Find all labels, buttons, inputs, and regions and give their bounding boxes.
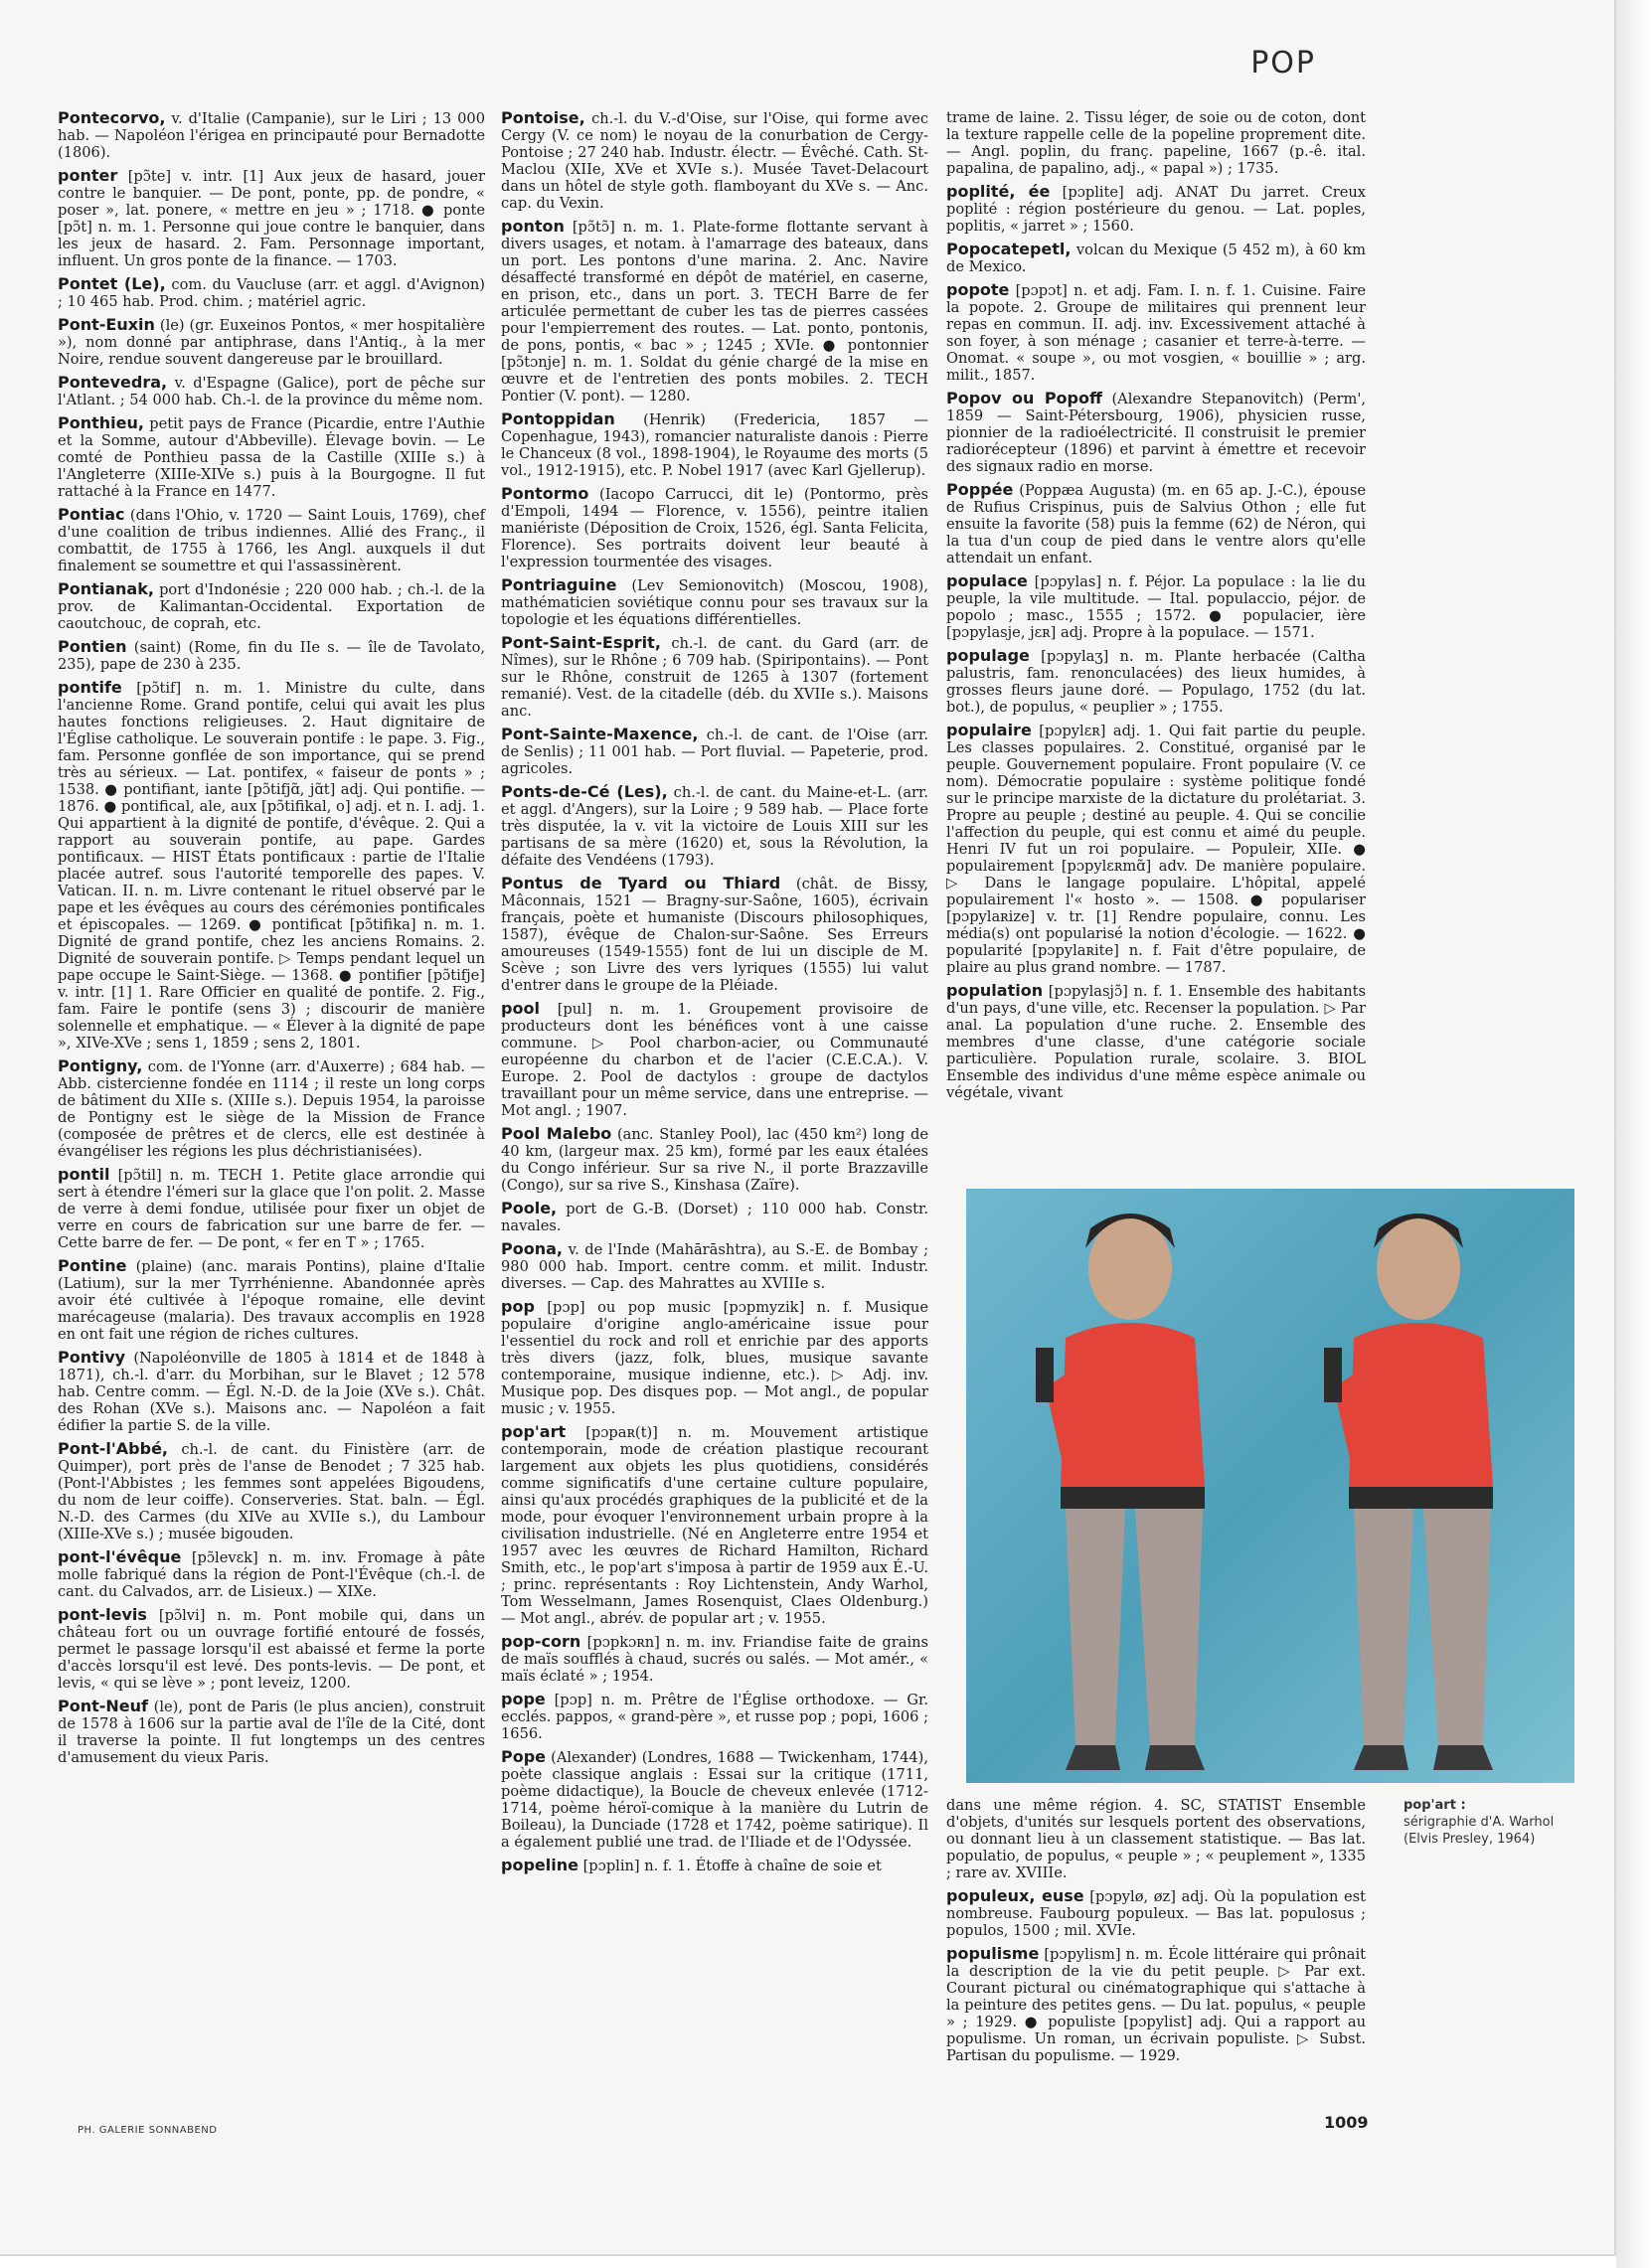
entry-headword: poplité, ée [946,182,1051,201]
entry-text: (Alexandre Stepanovitch) (Perm', 1859 — Saint-Pétersbourg, 1906), physicien russe, pionnier de la radioélectricité. Il construisit le premier radiorécepteur (1896) et parvint à émettre et recevoir des signaux radio en morse. [946,391,1367,475]
dictionary-entry [58,374,485,408]
entry-text: [pɔpylø, øz] adj. Où la population est nombreuse. Faubourg populeux. — Bas lat. populosus ; populos, 1500 ; mil. XVIe. [946,1888,1366,1939]
entry-headword: Pontevedra, [58,373,168,392]
column-3-continued [946,1797,1366,2105]
dictionary-entry [58,1257,485,1343]
entry-headword: pop'art [501,1422,567,1441]
entry-text: trame de laine. 2. Tissu léger, de soie ou de coton, dont la texture rappelle celle de la popeline proprement dite. — Angl. poplin, du franç. papeline, 1667 (p.-ê. ital. papalina, de papalino, adj., « papal ») ; 1735. [946,109,1366,177]
entry-headword: populaire [946,721,1032,739]
dictionary-entry [946,241,1366,275]
dictionary-entry [946,982,1366,1101]
dictionary-entry [58,109,485,161]
dictionary-entry [501,485,928,570]
entry-headword: Pontoppidan [501,409,615,428]
dictionary-entry [501,576,928,628]
entry-headword: populisme [946,1944,1040,1963]
entry-headword: Pont-Euxin [58,315,155,334]
photo-credit: PH. GALERIE SONNABEND [78,2125,218,2136]
entry-headword: populeux, euse [946,1886,1084,1905]
entry-headword: Ponts-de-Cé (Les), [501,782,668,801]
entry-text: (anc. Stanley Pool), lac (450 km²) long de 40 km, (largeur max. 25 km), formé par les eaux étalées du Congo inférieur. Sur sa rive N., il porte Brazzaville (Congo), sur sa rive S., Kinshasa (Zaïre). [501,1126,928,1194]
entry-headword: Pontien [58,637,127,656]
figure-caption [1404,1797,1602,1848]
entry-text: (chât. de Bissy, Mâconnais, 1521 — Bragny-sur-Saône, 1605), écrivain français, poète et humaniste (Discours philosophiques, 1587), évêque de Chalon-sur-Saône. Ses Erreurs amoureuses (1549-1555) font de lui un disciple de M. Scève ; son Livre des vers lyriques (1555) lui valut d'entrer dans le groupe de la Pléiade. [501,876,928,994]
entry-text: ch.-l. de cant. du Maine-et-L. (arr. et aggl. d'Angers), sur la Loire ; 9 589 hab. — Place forte très disputée, la v. vit la victoire de Louis XIII sur les partisans de sa mère (1620) et, sous la Révolution, la défaite des Vendéens (1793). [501,784,929,869]
entry-headword: Popocatepetl, [946,240,1072,258]
dictionary-entry [501,783,928,869]
entry-headword: pop [501,1297,535,1316]
entry-text: [pɔ̃lvi] n. m. Pont mobile qui, dans un château fort ou un ouvrage fortifié entouré de fossés, permet le passage lorsqu'il est abaissé et ferme la porte d'accès lorsqu'il est levé. Des ponts-levis. — De pont, et levis, « qui se lève » ; pont leveiz, 1200. [58,1607,485,1692]
entry-headword: Poppée [946,480,1014,499]
entry-text: (plaine) (anc. marais Pontins), plaine d'Italie (Latium), sur la mer Tyrrhénienne. Abandonnée après avoir été cultivée à l'époque romaine, elle devint marécageuse (malaria). Des travaux accomplis en 1928 en ont fait une région de riches cultures. [58,1258,485,1343]
entry-text: [pɔ̃tɔ̃] n. m. 1. Plate-forme flottante servant à divers usages, et notam. à l'amarrage des bateaux, dans un port. Les pontons d'une marina. 2. Anc. Navire désaffecté transformé en dépôt de matériel, en caserne, en prison, etc., dans un port. 3. TECH Barre de fer articulée permettant de cuber les tas de pierres cassées pour l'empierrement des routes. — Lat. ponto, pontonis, de pons, pontis, « bac » ; 1245 ; XVIe. ● pontonnier [pɔ̃tɔnje] n. m. 1. Soldat du génie chargé de la mise en œuvre et de l'entretien des ponts mobiles. 2. TECH Pontier (V. pont). — 1280. [501,219,928,405]
dictionary-entry [58,1440,485,1542]
dictionary-entry [946,390,1366,475]
entry-text: [pɔp] ou pop music [pɔpmyzik] n. f. Musique populaire d'origine anglo-américaine issue pour l'essentiel du rock and roll et enrichie par des apports très divers (jazz, folk, blues, musique savante contemporaine, musique indienne, etc.). ▷ Adj. inv. Musique pop. Des disques pop. — Mot angl., de popular music ; v. 1955. [501,1299,928,1417]
entry-text: port de G.-B. (Dorset) ; 110 000 hab. Constr. navales. [501,1201,928,1234]
entry-headword: Pool Malebo [501,1124,612,1143]
entry-headword: pop-corn [501,1632,581,1651]
entry-text: (dans l'Ohio, v. 1720 — Saint Louis, 1769), chef d'une coalition de tribus indiennes. Allié des Franç., il combattit, de 1755 à 1766, les Angl. auxquels il dut finalement se soumettre et qui l'assassinèrent. [58,507,485,574]
entry-headword: Pontiac [58,505,125,524]
entry-text: [pɔpylism] n. m. École littéraire qui prônait la description de la vie du petit peuple. ▷ Par ext. Courant pictural ou cinématographique qui s'attache à la peinture des petites gens. — Du lat. populus, « peuple » ; 1929. ● populiste [pɔpylist] adj. Qui a rapport au populisme. Un roman, un écrivain populiste. ▷ Subst. Partisan du populisme. — 1929. [946,1946,1366,2064]
entry-headword: Pontus de Tyard ou Thiard [501,874,781,892]
entry-headword: Pope [501,1747,547,1766]
entry-headword: Pontoise, [501,108,585,127]
dictionary-entry [946,183,1366,235]
dictionary-entry [58,275,485,310]
dictionary-entry [501,634,928,720]
entry-headword: pool [501,999,540,1018]
entry-text: [pul] n. m. 1. Groupement provisoire de producteurs dont les bénéfices vont à une caisse commune. ▷ Pool charbon-acier, ou Communauté européenne du charbon et de l'acier (C.E.C.A.). V. Europe. 2. Pool de dactylos : groupe de dactylos travaillant pour un même service, dans une entreprise. — Mot angl. ; 1907. [501,1001,928,1119]
entry-text: [pɔpylas] n. f. Péjor. La populace : la lie du peuple, la vile multitude. — Ital. populaccio, péjor. de popolo ; masc., 1555 ; 1572. ● populacier, ière [pɔpylasje, jɛʀ] adj. Propre à la populace. — 1571. [946,573,1366,641]
entry-headword: pont-l'évêque [58,1547,182,1566]
dictionary-entry [501,1125,928,1194]
figure-caption-line: (Elvis Presley, 1964) [1404,1832,1536,1847]
dictionary-entry [501,726,928,777]
entry-headword: popeline [501,1856,578,1874]
entry-headword: ponton [501,217,565,236]
entry-text: ch.-l. de cant. du Gard (arr. de Nîmes), sur le Rhône ; 6 709 hab. (Spiripontains). — Pont sur le Rhône, construit de 1265 à 1307 (fortement remanié). Vest. de la citadelle (déb. du XVIIe s.). Maisons anc. [501,635,928,720]
entry-text: ch.-l. du V.-d'Oise, sur l'Oise, qui forme avec Cergy (V. ce nom) le noyau de la conurbation de Cergy-Pontoise ; 27 240 hab. Industr. électr. — Évêché. Cath. St-Maclou (XIIe, XVe et XVIe s.). Musée Tavet-Delacourt dans un hôtel de style goth. flamboyant du XVe s. — Anc. cap. du Vexin. [501,110,928,212]
entry-headword: Pontormo [501,484,589,503]
dictionary-entry [501,1691,928,1742]
dictionary-entry [58,1057,485,1160]
entry-headword: popote [946,280,1010,299]
entry-headword: Pontivy [58,1348,126,1367]
entry-headword: Poona, [501,1239,563,1258]
entry-headword: Pont-Saint-Esprit, [501,633,661,652]
dictionary-entry [58,1166,485,1251]
entry-text: [pɔpɔt] n. et adj. Fam. I. n. f. 1. Cuisine. Faire la popote. 2. Groupe de militaires qui prennent leur repas en commun. II. adj. inv. Excessivement attaché à son foyer, à son ménage ; casanier et terre-à-terre. — Onomat. « soupe », ou mot vosgien, « bouillie » ; arg. milit., 1857. [946,282,1366,384]
figure-caption-line: sérigraphie d'A. Warhol [1404,1815,1555,1830]
entry-headword: Pontigny, [58,1056,143,1075]
entry-headword: Pont-Sainte-Maxence, [501,725,699,743]
dictionary-entry [58,1698,485,1766]
entry-text: dans une même région. 4. SC, STATIST Ensemble d'objets, d'unités sur lesquels portent des observations, ou donnant lieu à un classement statistique. — Bas lat. populatio, de populus, « peuple » ; « peuplement », 1335 ; rare av. XVIIIe. [946,1797,1366,1881]
entry-text: [pɔ̃til] n. m. TECH 1. Petite glace arrondie qui sert à étendre l'émeri sur la glace que l'on polit. 2. Masse de verre à demi fondue, utilisée pour fixer un objet de verre en cours de fabrication sur une barre de fer. — Cette barre de fer. — De pont, « fer en T » ; 1765. [58,1167,485,1251]
scan-edge [1616,0,1652,2268]
figure-caption-title: pop'art : [1404,1798,1466,1813]
dictionary-entry [501,1633,928,1685]
column-1 [58,109,485,2097]
entry-text: v. de l'Inde (Mahārāshtra), au S.-E. de Bombay ; 980 000 hab. Import. centre comm. et milit. Industr. diverses. — Cap. des Mahrattes au XVIIIe s. [501,1241,928,1292]
entry-text: petit pays de France (Picardie, entre l'Authie et la Somme, autour d'Abbeville). Élevage bovin. — Le comté de Ponthieu passa de la Castille (XIIIe s.) à l'Angleterre (XIIIe-XIVe s.) puis à la Bourgogne. Il fut rattaché à la France en 1477. [58,415,485,500]
entry-headword: pope [501,1690,546,1708]
entry-headword: ponter [58,166,118,185]
dictionary-entry [946,109,1366,177]
dictionary-entry [58,316,485,368]
dictionary-entry [946,647,1366,716]
page-number: 1009 [1324,2113,1369,2132]
entry-headword: Poole, [501,1199,558,1217]
entry-headword: Pont-Neuf [58,1697,148,1715]
entry-text: port d'Indonésie ; 220 000 hab. ; ch.-l. de la prov. de Kalimantan-Occidental. Exportation de caoutchouc, de coprah, etc. [58,581,485,632]
entry-text: (Henrik) (Fredericia, 1857 — Copenhague, 1943), romancier naturaliste danois : Pierre le Chanceux (8 vol., 1898-1904), le Royaume des morts (5 vol., 1912-1915), etc. P. Nobel 1917 (avec Karl Gjellerup). [501,411,928,479]
entry-text: [pɔpylasjɔ̃] n. f. 1. Ensemble des habitants d'un pays, d'une ville, etc. Recenser la population. ▷ Par anal. La population d'une ruche. 2. Ensemble des membres d'une classe, d'une catégorie sociale particulière. Population rurale, scolaire. 3. BIOL Ensemble des individus d'une même espèce animale ou végétale, vivant [946,983,1366,1101]
entry-headword: pont-levis [58,1605,147,1624]
warhol-elvis-illustration [966,1189,1574,1783]
dictionary-entry [501,1000,928,1119]
entry-headword: Pontriaguine [501,575,617,594]
dictionary-entry [946,722,1366,976]
entry-text: (le) (gr. Euxeinos Pontos, « mer hospitalière »), nom donné par antiphrase, dans l'Antiq., à la mer Noire, rendue souvent dangereuse par le brouillard. [58,317,485,368]
dictionary-entry [501,218,928,405]
entry-text: (Poppæa Augusta) (m. en 65 ap. J.-C.), épouse de Rufius Crispinus, puis de Salvius Othon ; elle fut ensuite la favorite (58) puis la femme (62) de Néron, qui la tua d'un coup de pied dans le ventre alors qu'elle attendait un enfant. [946,482,1366,567]
entry-text: [pɔp] n. m. Prêtre de l'Église orthodoxe. — Gr. ecclés. pappos, « grand-père », et russe pop ; popi, 1606 ; 1656. [501,1692,928,1742]
dictionary-entry [501,1423,928,1627]
dictionary-entry [946,481,1366,567]
entry-text: (Napoléonville de 1805 à 1814 et de 1848 à 1871), ch.-l. d'arr. du Morbihan, sur le Blavet ; 12 578 hab. Centre comm. — Égl. N.-D. de la Joie (XVe s.). Chât. des Rohan (XVe s.). Maisons anc. — Napoléon a fait édifier la partie S. de la ville. [58,1350,485,1434]
entry-text: v. d'Espagne (Galice), port de pêche sur l'Atlant. ; 54 000 hab. Ch.-l. de la province du même nom. [58,375,485,408]
entry-headword: Pontet (Le), [58,274,166,293]
entry-text: ch.-l. de cant. du Finistère (arr. de Quimper), port près de l'anse de Benodet ; 7 325 hab. (Pont-l'Abbistes ; les femmes sont appelées Bigoudens, du nom de leur coiffe). Conserveries. Stat. baln. — Égl. N.-D. des Carmes (du XIVe au XVIIe s.), du Lambour (XIIIe-XVe s.) ; musée bigouden. [58,1441,485,1542]
entry-headword: Popov ou Popoff [946,389,1102,407]
entry-text: [pɔpaʀ(t)] n. m. Mouvement artistique contemporain, mode de création plastique recourant largement aux objets les plus quotidiens, considérés comme significatifs d'une certaine culture populaire, ainsi qu'aux procédés graphiques de la publicité et de la mode, pour évoquer l'environnement urbain propre à la civilisation industrielle. (Né en Angleterre entre 1954 et 1957 avec les œuvres de Richard Hamilton, Richard Smith, etc., le pop'art s'imposa à partir de 1959 aux É.-U. ; princ. représentants : Roy Lichtenstein, Andy Warhol, Tom Wesselmann, James Rosenquist, Claes Oldenburg.) — Mot angl., abrév. de popular art ; v. 1955. [501,1424,928,1627]
entry-text: [pɔplite] adj. ANAT Du jarret. Creux poplité : région postérieure du genou. — Lat. poples, poplitis, « jarret » ; 1560. [946,184,1367,235]
entry-headword: Pont-l'Abbé, [58,1439,168,1458]
entry-headword: populage [946,646,1030,665]
dictionary-entry [501,1748,928,1851]
entry-text: [pɔ̃tif] n. m. 1. Ministre du culte, dans l'ancienne Rome. Grand pontife, celui qui avait les plus hautes fonctions religieuses. 2. Haut dignitaire de l'Église catholique. Le souverain pontife : le pape. 3. Fig., fam. Personne gonflée de son importance, qui se prend très au sérieux. — Lat. pontifex, « faiseur de ponts » ; 1538. ● pontifiant, iante [pɔ̃tifjɑ̃, jɑ̃t] adj. Qui pontifie. — 1876. ● pontifical, ale, aux [pɔ̃tifikal, o] adj. et n. I. adj. 1. Qui appartient à la dignité de pontife, d'évêque. 2. Qui a rapport au souverain pontife, au pape. Gardes pontificaux. — HIST États pontificaux : partie de l'Italie placée autref. sous l'autorité temporelle des papes. V. Vatican. II. n. m. Livre contenant le rituel observé par le pape et les évêques au cours des cérémonies pontificales et épiscopales. — 1269. ● pontificat [pɔ̃tifika] n. m. 1. Dignité de grand pontife, chez les anciens Romains. 2. Dignité de souverain pontife. ▷ Temps pendant lequel un pape occupe le Saint-Siège. — 1368. ● pontifier [pɔ̃tifje] v. intr. [1] 1. Rare Officier en qualité de pontife. 2. Fig., fam. Faire le pontife (sens 3) ; discourir de manière solennelle et emphatique. — « Élever à la dignité de pape », XIVe-XVe ; sens 1, 1859 ; sens 2, 1801. [58,680,485,1052]
dictionary-entry [501,1240,928,1292]
dictionary-entry [946,572,1366,641]
entry-text: [pɔplin] n. f. 1. Étoffe à chaîne de soie et [578,1858,882,1874]
dictionary-entry [501,1200,928,1234]
entry-headword: pontife [58,678,122,697]
dictionary-entry [501,875,928,994]
entry-text: [pɔpkɔʀn] n. m. inv. Friandise faite de grains de maïs soufflés à chaud, sucrés ou salés. — Mot amér., « maïs éclaté » ; 1954. [501,1634,928,1685]
entry-headword: pontil [58,1165,110,1184]
column-2 [501,109,928,2097]
entry-headword: population [946,981,1044,1000]
entry-text: (saint) (Rome, fin du IIe s. — île de Tavolato, 235), pape de 230 à 235. [58,639,485,673]
dictionary-entry [501,1298,928,1417]
entry-headword: populace [946,571,1028,590]
dictionary-entry [946,1797,1366,1881]
dictionary-entry [58,638,485,673]
dictionary-entry [946,1945,1366,2064]
dictionary-entry [501,410,928,479]
entry-headword: Pontecorvo, [58,108,166,127]
pop-art-figure [966,1189,1574,1783]
dictionary-entry [946,281,1366,384]
entry-text: (Iacopo Carrucci, dit le) (Pontormo, près d'Empoli, 1494 — Florence, v. 1556), peintre italien maniériste (Déposition de Croix, 1526, égl. Santa Felicita, Florence). Ses portraits doivent leur beauté à l'expression tourmentée des visages. [501,486,928,570]
dictionary-entry [58,1548,485,1600]
entry-text: (le), pont de Paris (le plus ancien), construit de 1578 à 1606 sur la partie aval de l'île de la Cité, dont il traverse la pointe. Il fut longtemps un des centres d'amusement du vieux Paris. [58,1699,485,1766]
dictionary-entry [58,506,485,574]
dictionary-entry [58,679,485,1052]
entry-text: v. d'Italie (Campanie), sur le Liri ; 13 000 hab. — Napoléon l'érigea en principauté pour Bernadotte (1806). [58,110,485,161]
column-3 [946,109,1367,1101]
entry-text: [pɔpylaʒ] n. m. Plante herbacée (Caltha palustris, fam. renonculacées) des lieux humides, à grosses fleurs jaune doré. — Populago, 1752 (du lat. bot.), de populus, « peuplier » ; 1755. [946,648,1366,716]
dictionary-entry [58,167,485,269]
dictionary-entry [58,414,485,500]
entry-text: com. du Vaucluse (arr. et aggl. d'Avignon) ; 10 465 hab. Prod. chim. ; matériel agric. [58,276,485,310]
entry-text: ch.-l. de cant. de l'Oise (arr. de Senlis) ; 11 001 hab. — Port fluvial. — Papeterie, prod. agricoles. [501,727,928,777]
dictionary-entry [58,1606,485,1692]
entry-headword: Pontianak, [58,579,154,598]
dictionary-entry [501,1857,928,1874]
entry-text: [pɔ̃te] v. intr. [1] Aux jeux de hasard, jouer contre le banquier. — De pont, ponte, pp. de pondre, « poser », lat. ponere, « mettre en jeu » ; 1718. ● ponte [pɔ̃t] n. m. 1. Personne qui joue contre le banquier, dans les jeux de hasard. 2. Fam. Personnage important, influent. Un gros ponte de la finance. — 1703. [58,168,485,269]
entry-text: [pɔpylɛʀ] adj. 1. Qui fait partie du peuple. Les classes populaires. 2. Constitué, organisé par le peuple. Gouvernement populaire. Front populaire (V. ce nom). Démocratie populaire : système politique fondé sur le principe marxiste de la dictature du prolétariat. 3. Propre au peuple ; destiné au peuple. 4. Qui se concilie l'affection du peuple, qui est connu et aimé du peuple. Henri IV fut un roi populaire. — Populeir, XIIe. ● populairement [pɔpylɛʀmɑ̃] adv. De manière populaire. ▷ Dans le langage populaire. L'hôpital, appelé populairement l'« hosto ». — 1508. ● populariser [pɔpylaʀize] v. tr. [1] Rendre populaire, connu. Les média(s) ont popularisé la notion d'écologie. — 1622. ● popularité [pɔpylaʀite] n. f. Fait d'être populaire, de plaire au plus grand nombre. — 1787. [946,723,1366,976]
entry-text: (Alexander) (Londres, 1688 — Twickenham, 1744), poète classique anglais : Essai sur la critique (1711, poème didactique), la Boucle de cheveux enlevée (1712-1714, poème héroï-comique à la manière du Lutrin de Boileau), la Dunciade (1728 et 1742, poème satirique). Il a également publié une trad. de l'Iliade et de l'Odyssée. [501,1749,928,1851]
entry-text: [pɔ̃levɛk] n. m. inv. Fromage à pâte molle fabriqué dans la région de Pont-l'Évêque (ch.-l. de cant. du Calvados, arr. de Lisieux.) — XIXe. [58,1549,485,1600]
running-head: POP [1250,46,1316,81]
dictionary-entry [946,1887,1366,1939]
entry-headword: Pontine [58,1256,127,1275]
dictionary-entry [58,580,485,632]
entry-text: (Lev Semionovitch) (Moscou, 1908), mathématicien soviétique connu pour ses travaux sur la topologie et les équations différentielles. [501,577,928,628]
entry-headword: Ponthieu, [58,413,144,432]
dictionary-entry [58,1349,485,1434]
dictionary-entry [501,109,928,212]
entry-text: com. de l'Yonne (arr. d'Auxerre) ; 684 hab. — Abb. cistercienne fondée en 1114 ; il reste un long corps de bâtiment du XIIe s. (XIIIe s.). Depuis 1954, la paroisse de Pontigny est le siège de la Mission de France (composée de prêtres et de clercs, elle est destinée à évangéliser les régions les plus déchristianisées). [58,1058,485,1160]
entry-text: volcan du Mexique (5 452 m), à 60 km de Mexico. [946,242,1366,275]
